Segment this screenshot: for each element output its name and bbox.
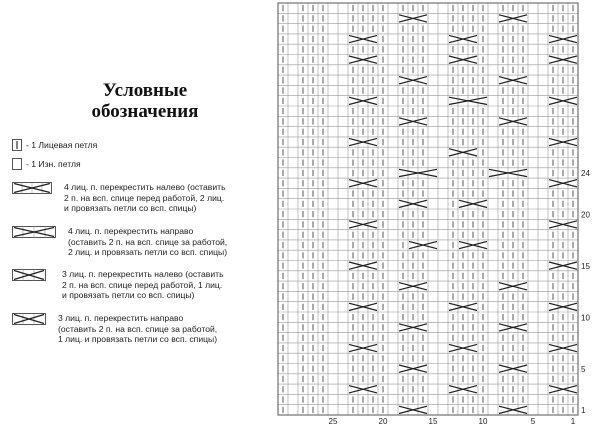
column-number: 25	[328, 417, 338, 426]
purl-icon	[12, 158, 22, 170]
row-number: 15	[581, 261, 590, 271]
column-number: 5	[530, 417, 536, 426]
row-number: 5	[581, 364, 586, 374]
column-number: 10	[478, 417, 488, 426]
row-number: 24	[581, 169, 590, 179]
legend-text-purl: - 1 Изн. петля	[26, 159, 81, 169]
legend-text-cable-3-right: 3 лиц. п. перекрестить направо (оставить 2 п. на всп. спице за работой, 1 лиц. и провязать петли со всп. спицы)	[58, 313, 218, 344]
knit-icon	[12, 139, 22, 151]
legend-title-line2: обозначения	[91, 101, 199, 122]
column-number: 15	[428, 417, 438, 426]
cable-3-right-icon	[12, 313, 46, 325]
legend-text-cable-3-left: 3 лиц. п. перекрестить налево (оставить 2 п. на всп. спице перед работой, 1 лиц. и провязать петли со всп. спицы)	[62, 269, 224, 300]
legend-text-knit: - 1 Лицевая петля	[26, 140, 98, 150]
legend-title-line1: Условные	[102, 80, 188, 101]
cable-3-left-icon	[12, 269, 46, 281]
legend-text-cable-4-right: 4 лиц. п. перекрестить направо (оставить 2 п. на всп. спице за работой, 2 лиц. и провязать петли со всп. спицы)	[68, 226, 228, 257]
cable-4-left-icon	[12, 182, 52, 194]
row-number: 1	[581, 406, 586, 415]
column-number: 1	[570, 417, 576, 426]
row-number: 10	[581, 313, 590, 323]
legend-text-cable-4-left: 4 лиц. п. перекрестить налево (оставить 2 п. на всп. спице перед работой, 2 лиц. и провязать петли со всп. спицы)	[64, 182, 226, 213]
knitting-chart	[276, 0, 600, 429]
column-number: 20	[378, 417, 388, 426]
legend-title	[60, 80, 230, 122]
row-number: 20	[581, 210, 590, 220]
chart-svg	[276, 0, 600, 429]
cable-4-right-icon	[12, 226, 56, 238]
